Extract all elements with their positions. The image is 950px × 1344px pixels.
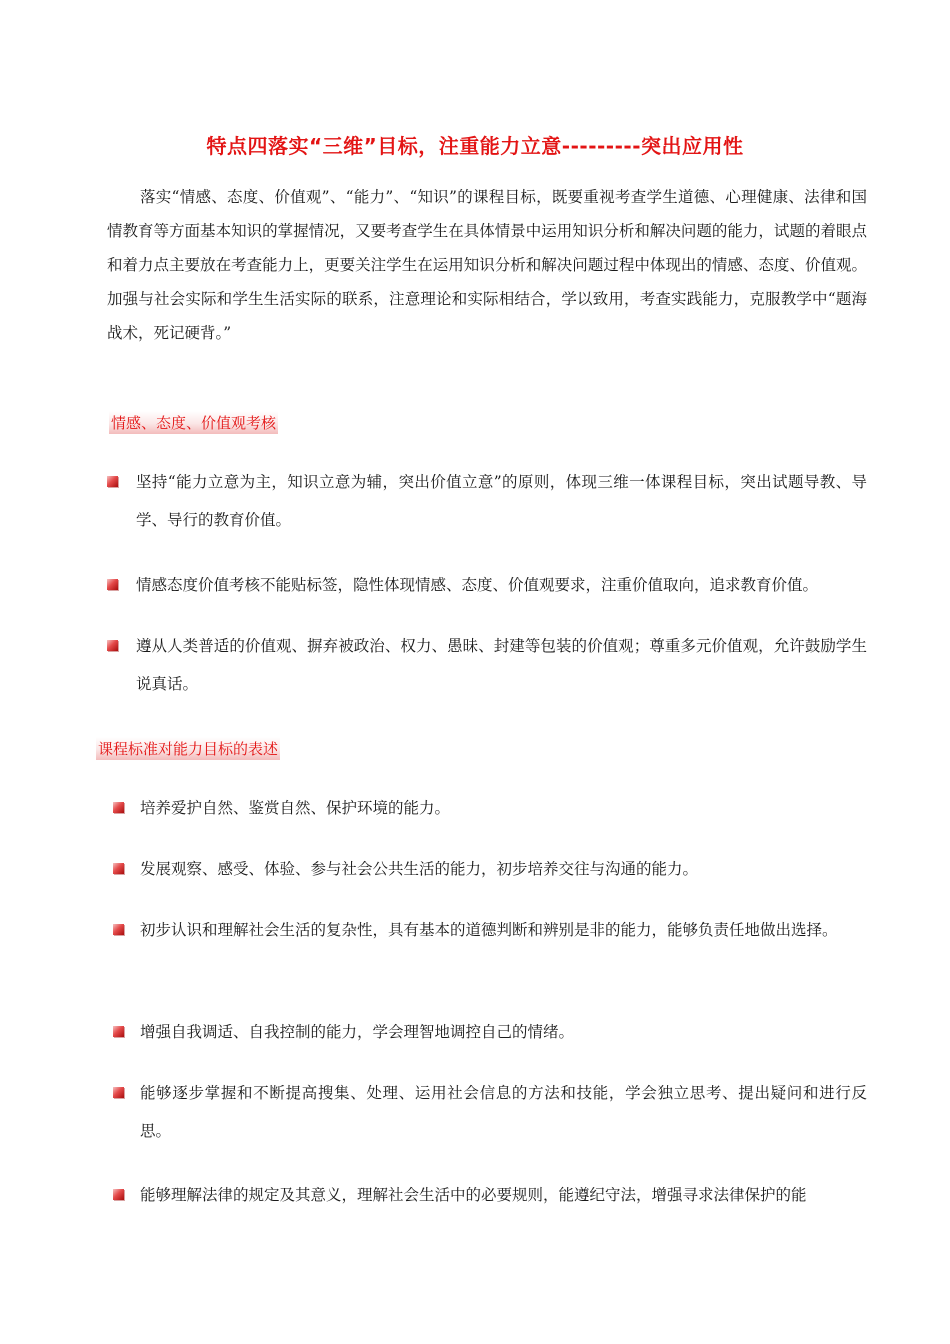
list-item-text: 情感态度价值考核不能贴标签，隐性体现情感、态度、价值观要求，注重价值取向，追求教育价值。	[136, 576, 819, 594]
list-item	[113, 1074, 867, 1150]
list-item	[113, 850, 873, 888]
list-item	[113, 1176, 867, 1214]
list-item-text: 能够理解法律的规定及其意义，理解社会生活中的必要规则，能遵纪守法，增强寻求法律保护的能	[140, 1186, 807, 1204]
list-item-text: 增强自我调适、自我控制的能力，学会理智地调控自己的情绪。	[140, 1023, 575, 1041]
intro-paragraph: 落实“情感、态度、价值观”、“能力”、“知识”的课程目标，既要重视考查学生道德、心理健康、法律和国情教育等方面基本知识的掌握情况，又要考查学生在具体情景中运用知识分析和解决问题的能力，试题的着眼点和着力点主要放在考查能力上，更要关注学生在运用知识分析和解决问题过程中体现出的情感、态度、价值观。加强与社会实际和学生生活实际的联系，注意理论和实际相结合，学以致用，考查实践能力，克服教学中“题海战术，死记硬背。”	[107, 188, 867, 342]
list-item-text: 能够逐步掌握和不断提高搜集、处理、运用社会信息的方法和技能，学会独立思考、提出疑问和进行反思。	[140, 1084, 867, 1140]
section-heading-values: 情感、态度、价值观考核	[109, 411, 278, 434]
bullet-icon	[107, 640, 118, 651]
bullet-icon	[113, 924, 124, 935]
bullet-icon	[107, 579, 118, 590]
bullet-icon	[113, 1087, 124, 1098]
page-title: 特点四落实“三维”目标，注重能力立意---------突出应用性	[206, 134, 744, 158]
bullet-icon	[113, 863, 124, 874]
bullet-icon	[107, 476, 118, 487]
list-item	[107, 627, 867, 703]
list-item	[107, 463, 867, 539]
list-item	[113, 789, 873, 827]
section-heading-abilities: 课程标准对能力目标的表述	[96, 737, 280, 760]
bullet-icon	[113, 1189, 124, 1200]
bullet-icon	[113, 1026, 124, 1037]
list-item	[113, 1013, 873, 1051]
list-item-text: 坚持“能力立意为主，知识立意为辅，突出价值立意”的原则，体现三维一体课程目标，突出试题导教、导学、导行的教育价值。	[136, 473, 867, 529]
list-item-text: 培养爱护自然、鉴赏自然、保护环境的能力。	[140, 799, 451, 817]
list-item-text: 发展观察、感受、体验、参与社会公共生活的能力，初步培养交往与沟通的能力。	[140, 860, 699, 878]
list-item-text: 遵从人类普适的价值观、摒弃被政治、权力、愚昧、封建等包装的价值观；尊重多元价值观，允许鼓励学生说真话。	[136, 637, 867, 693]
list-item	[107, 566, 867, 604]
bullet-icon	[113, 802, 124, 813]
list-item-text: 初步认识和理解社会生活的复杂性，具有基本的道德判断和辨别是非的能力，能够负责任地做出选择。	[140, 921, 838, 939]
list-item	[113, 911, 867, 949]
